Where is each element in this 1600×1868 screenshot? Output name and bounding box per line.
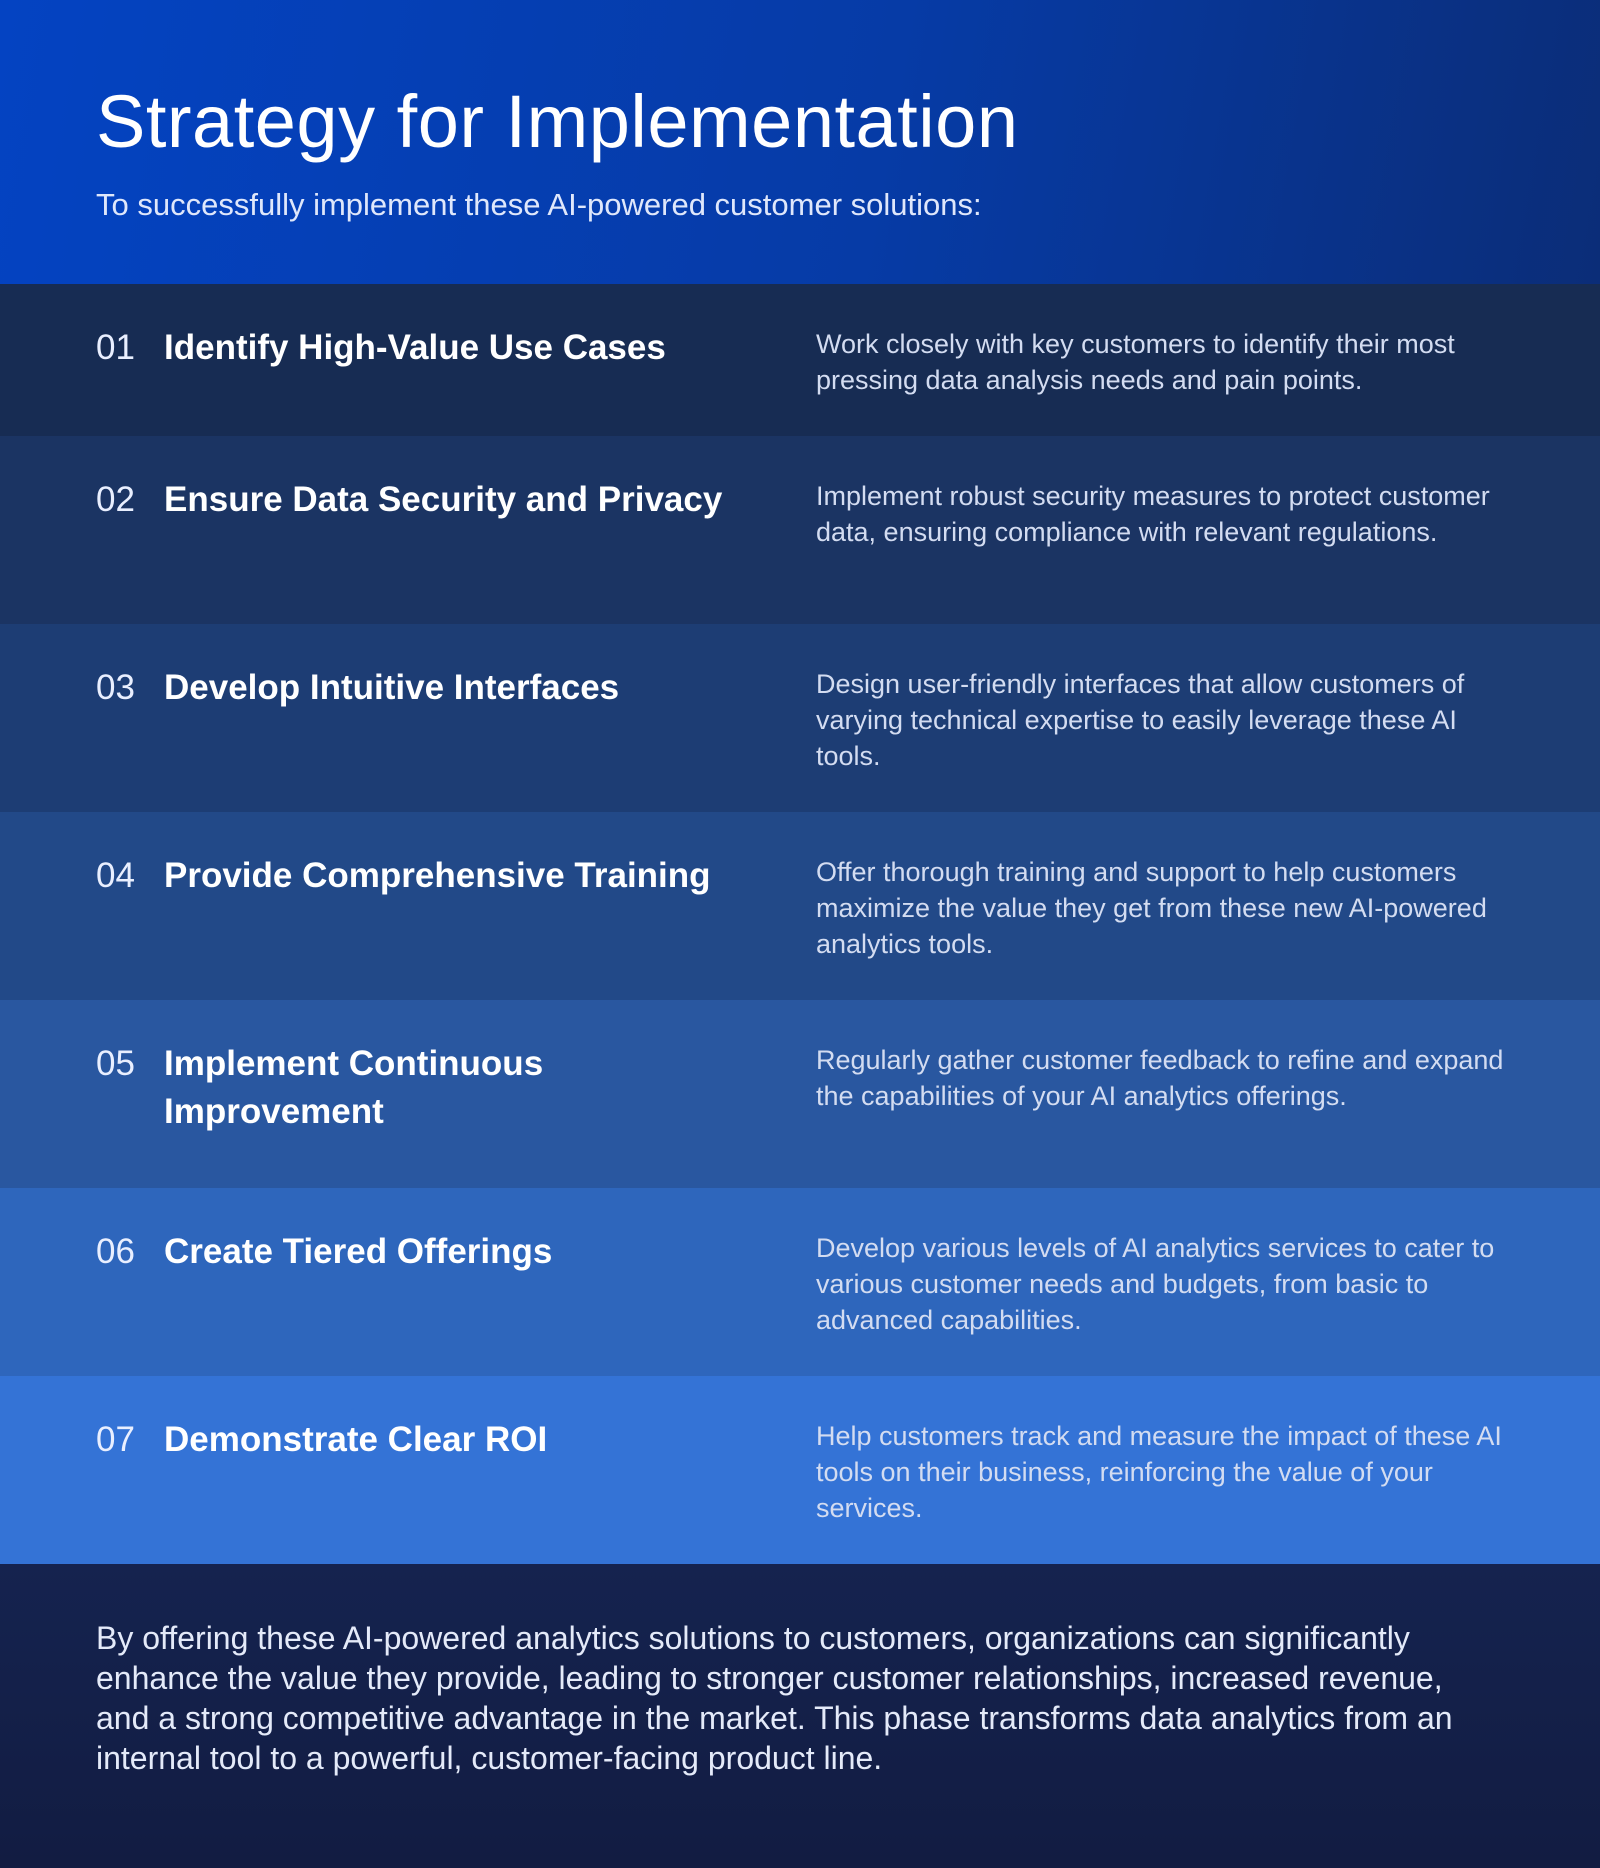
page-subtitle: To successfully implement these AI-powered customer solutions: <box>96 187 982 222</box>
step-description: Develop various levels of AI analytics services to cater to various customer needs and budgets, from basic to advanced capabilities. <box>816 1233 1495 1335</box>
step-title: Demonstrate Clear ROI <box>164 1420 548 1459</box>
step-description: Design user-friendly interfaces that allow customers of varying technical expertise to easily leverage these AI tools. <box>816 669 1465 771</box>
conclusion-section <box>0 1564 1600 1868</box>
step-description: Work closely with key customers to identify their most pressing data analysis needs and pain points. <box>816 329 1455 395</box>
step-description: Regularly gather customer feedback to refine and expand the capabilities of your AI analytics offerings. <box>816 1045 1504 1111</box>
step-row <box>0 1188 1600 1376</box>
step-row <box>0 1376 1600 1564</box>
step-number: 05 <box>96 1044 135 1083</box>
step-title: Provide Comprehensive Training <box>164 856 711 895</box>
step-number: 07 <box>96 1420 135 1459</box>
step-heading <box>96 1228 816 1376</box>
step-heading <box>96 324 816 436</box>
conclusion-text: By offering these AI-powered analytics solutions to customers, organizations can significantly enhance the value they provide, leading to stronger customer relationships, increased revenue, and a strong competitive advantage in the market. This phase transforms data analytics from an internal tool to a powerful, customer-facing product line. <box>96 1620 1453 1776</box>
step-description: Offer thorough training and support to help customers maximize the value they get from these new AI-powered analytics tools. <box>816 857 1487 959</box>
step-title: Create Tiered Offerings <box>164 1232 553 1271</box>
step-row <box>0 624 1600 812</box>
step-title: Identify High-Value Use Cases <box>164 328 666 367</box>
step-title: Implement Continuous Improvement <box>164 1044 544 1131</box>
step-number: 02 <box>96 480 135 519</box>
step-number: 03 <box>96 668 135 707</box>
step-heading <box>96 1416 816 1564</box>
step-number: 01 <box>96 328 135 367</box>
steps-list <box>0 284 1600 1564</box>
step-row <box>0 284 1600 436</box>
step-heading <box>96 476 816 624</box>
step-title: Ensure Data Security and Privacy <box>164 480 723 519</box>
step-description: Implement robust security measures to protect customer data, ensuring compliance with relevant regulations. <box>816 481 1490 547</box>
step-row <box>0 812 1600 1000</box>
step-title: Develop Intuitive Interfaces <box>164 668 620 707</box>
step-heading <box>96 664 816 812</box>
step-number: 04 <box>96 856 135 895</box>
step-row <box>0 436 1600 624</box>
page-header <box>0 0 1600 284</box>
step-row <box>0 1000 1600 1188</box>
step-number: 06 <box>96 1232 135 1271</box>
step-description: Help customers track and measure the impact of these AI tools on their business, reinforcing the value of your services. <box>816 1421 1502 1523</box>
step-heading <box>96 852 816 1000</box>
step-heading <box>96 1040 816 1188</box>
page-title: Strategy for Implementation <box>96 80 1019 163</box>
